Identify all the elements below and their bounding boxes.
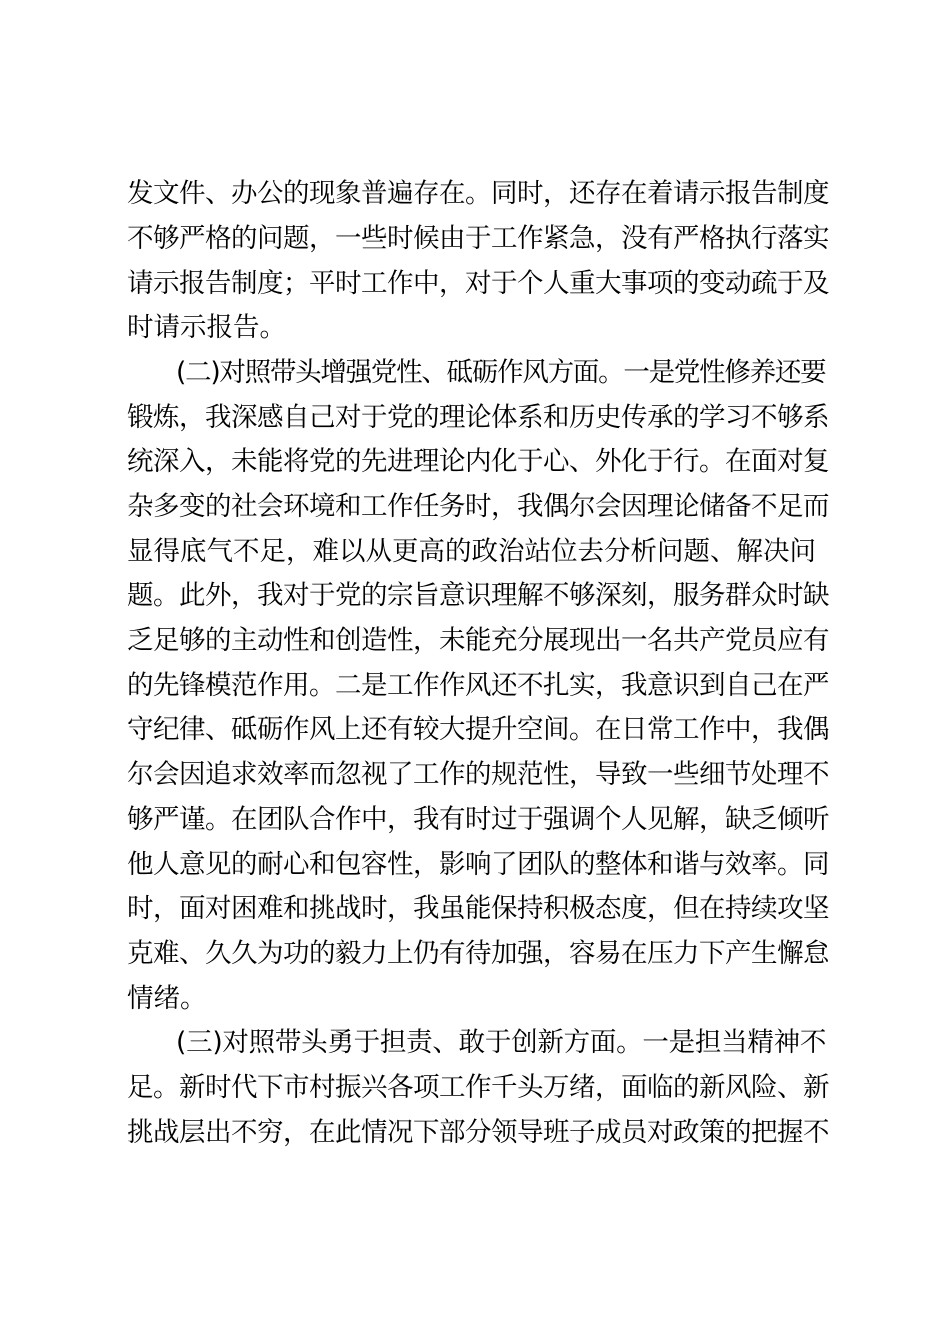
text-line: 情绪。 [127, 983, 207, 1014]
text-line: 乏足够的主动性和创造性，未能充分展现出一名共产党员应有 [127, 625, 829, 656]
text-line: 他人意见的耐心和包容性，影响了团队的整体和谐与效率。同 [127, 849, 829, 880]
text-line: 锻炼，我深感自己对于党的理论体系和历史传承的学习不够系 [127, 402, 829, 433]
text-line: 请示报告制度；平时工作中，对于个人重大事项的变动疏于及 [127, 268, 829, 299]
text-line: 时请示报告。 [127, 312, 286, 343]
text-line: 发文件、办公的现象普遍存在。同时，还存在着请示报告制度 [127, 178, 829, 209]
text-line: 够严谨。在团队合作中，我有时过于强调个人见解，缺乏倾听 [127, 804, 829, 835]
text-line: 题。此外，我对于党的宗旨意识理解不够深刻，服务群众时缺 [127, 580, 829, 611]
text-line: 守纪律、砥砺作风上还有较大提升空间。在日常工作中，我偶 [127, 714, 829, 745]
text-line: 时，面对困难和挑战时，我虽能保持积极态度，但在持续攻坚 [127, 893, 829, 924]
text-line: 的先锋模范作用。二是工作作风还不扎实，我意识到自己在严 [127, 670, 829, 701]
text-line: 足。新时代下市村振兴各项工作千头万绪，面临的新风险、新 [127, 1072, 829, 1103]
paragraph-heading-line: (二)对照带头增强党性、砥砺作风方面。一是党性修养还要 [176, 357, 826, 388]
text-line: 显得底气不足，难以从更高的政治站位去分析问题、解决问 [127, 536, 816, 567]
paragraph-heading-line: (三)对照带头勇于担责、敢于创新方面。一是担当精神不 [176, 1027, 827, 1058]
text-line: 挑战层出不穷，在此情况下部分领导班子成员对政策的把握不 [127, 1117, 829, 1148]
text-line: 统深入，未能将党的先进理论内化于心、外化于行。在面对复 [127, 446, 829, 477]
text-line: 克难、久久为功的毅力上仍有待加强，容易在压力下产生懈怠 [127, 938, 829, 969]
text-line: 尔会因追求效率而忽视了工作的规范性，导致一些细节处理不 [127, 759, 829, 790]
text-line: 杂多变的社会环境和工作任务时，我偶尔会因理论储备不足而 [127, 491, 829, 522]
text-line: 不够严格的问题，一些时候由于工作紧急，没有严格执行落实 [127, 223, 829, 254]
